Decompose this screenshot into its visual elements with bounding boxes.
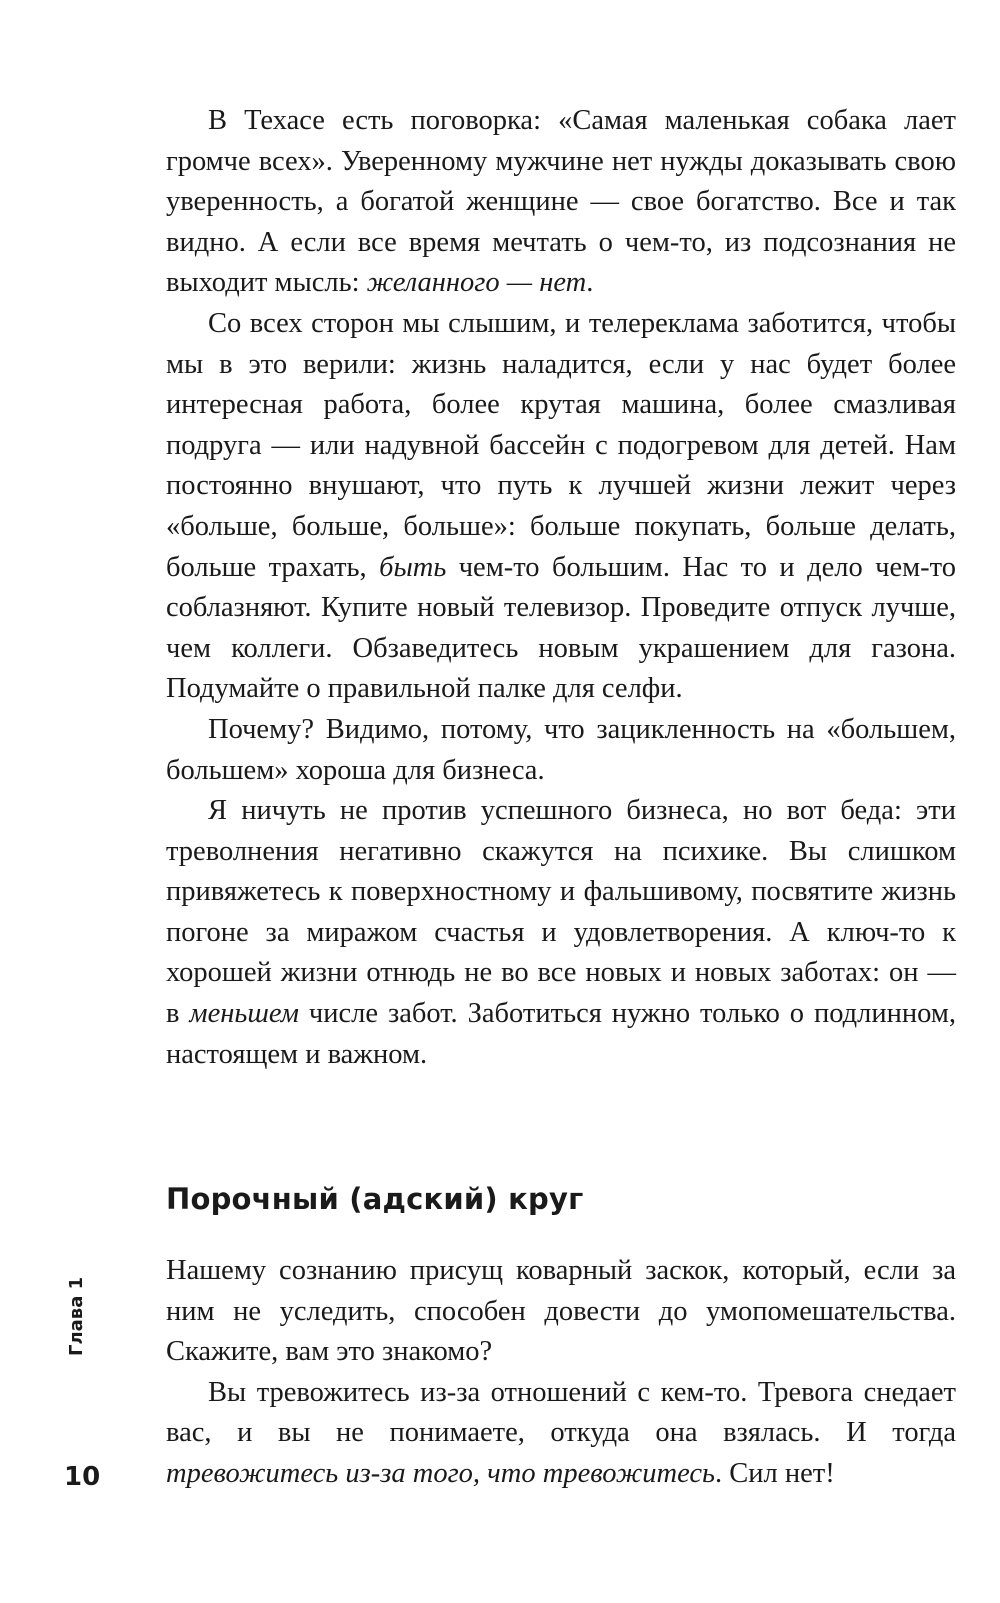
text-run: Со всех сторон мы слышим, и телереклама заботится, чтобы мы в это верили: жизнь наладится, если у нас будет более интересная работа, более крутая машина, более смазливая подруга — или надувной бассейн с подогревом для детей. Нам постоянно внушают, что путь к лучшей жизни лежит через «больше, больше, больше»: больше покупать, больше делать, больше трахать, <box>166 307 956 583</box>
paragraph <box>166 101 956 304</box>
page-number: 10 <box>64 1462 101 1492</box>
paragraph <box>166 791 956 1075</box>
text-run: . <box>586 267 594 299</box>
emphasis-text: тревожитесь из-за того, что тревожитесь <box>166 1457 715 1489</box>
body-text-section-2 <box>166 1251 956 1495</box>
paragraph <box>166 304 956 710</box>
paragraph <box>166 1251 956 1373</box>
running-chapter-label <box>62 1256 92 1356</box>
text-run: числе забот. Заботиться нужно только о подлинном, настоящем и важном. <box>166 998 956 1070</box>
section-heading: Порочный (адский) круг <box>166 1182 584 1216</box>
emphasis-text: быть <box>379 551 447 583</box>
text-run: В Техасе есть поговорка: «Самая маленькая собака лает громче всех». Уверенному мужчине нет нужды доказывать свою уверенность, а богатой женщине — свое богатство. Все и так видно. А если все время мечтать о чем-то, из подсознания не выходит мысль: <box>166 105 956 299</box>
text-run: . Сил нет! <box>715 1457 835 1489</box>
chapter-label: Глава 1 <box>66 1276 87 1356</box>
text-run: чем-то большим. Нас то и дело чем-то соблазняют. Купите новый телевизор. Проведите отпуск лучше, чем коллеги. Обзаведитесь новым украшением для газона. Подумайте о правильной палке для селфи. <box>166 551 956 705</box>
emphasis-text: желанного — нет <box>366 267 587 299</box>
paragraph <box>166 1373 956 1495</box>
text-run: Почему? Видимо, потому, что зацикленность на «большем, большем» хороша для бизнеса. <box>166 713 956 786</box>
paragraph <box>166 710 956 791</box>
body-text-section-1 <box>166 101 956 1075</box>
text-run: Нашему сознанию присущ коварный заскок, который, если за ним не уследить, способен довести до умопомешательства. Скажите, вам это знакомо? <box>166 1255 956 1368</box>
text-run: Я ничуть не против успешного бизнеса, но вот беда: эти треволнения негативно скажутся на психике. Вы слишком привяжетесь к поверхностному и фальшивому, посвятите жизнь погоне за миражом счастья и удовлетворения. А ключ-то к хорошей жизни отнюдь не во все новых и новых заботах: он — в <box>166 795 956 1030</box>
emphasis-text: меньшем <box>189 998 299 1030</box>
text-run: Вы тревожитесь из-за отношений с кем-то. Тревога снедает вас, и вы не понимаете, откуда она взялась. И тогда <box>166 1376 956 1449</box>
